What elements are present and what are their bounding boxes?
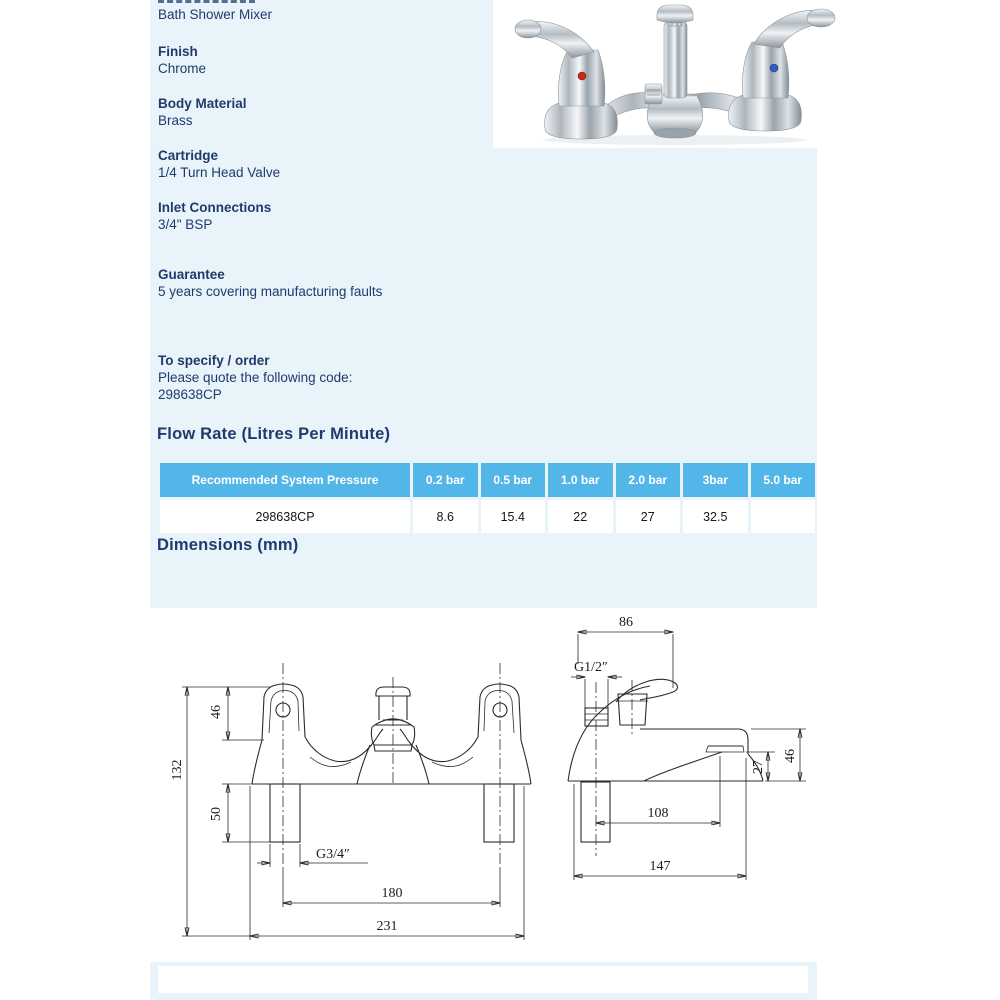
diverter-pull [645,84,662,104]
order-instruction: Please quote the following code: [158,370,353,385]
table-header-cell: 0.2 bar [413,463,478,497]
table-header-cell: 1.0 bar [548,463,613,497]
table-header-row [160,463,815,497]
spec-value: Brass [158,113,193,128]
flow-rate-table [157,460,818,536]
table-cell: 15.4 [481,500,546,533]
spec-inlet-connections [158,199,493,233]
spec-label: Body Material [158,96,247,111]
dim-46-top: 46 [209,705,224,719]
order-code: 298638CP [158,387,222,402]
table-cell: 22 [548,500,613,533]
table-cell: 32.5 [683,500,748,533]
spec-value: Chrome [158,61,207,76]
dim-231: 231 [376,919,398,934]
dim-g34: G3/4″ [316,847,350,862]
dim-46-side: 46 [783,749,798,763]
dim-147: 147 [649,859,671,874]
footer-inner-box [158,966,808,993]
footer-strip [150,962,817,1000]
order-label: To specify / order [158,353,270,368]
spec-guarantee [158,266,493,300]
table-header-cell: 2.0 bar [616,463,681,497]
diverter-knob [664,22,687,98]
table-cell-empty [751,500,816,533]
flow-rate-heading: Flow Rate (Litres Per Minute) [157,425,391,443]
table-cell: 27 [616,500,681,533]
spec-cartridge [158,147,493,181]
table-header-cell: 0.5 bar [481,463,546,497]
order-block [158,352,493,403]
spec-label: Guarantee [158,267,225,282]
dim-108: 108 [647,806,669,821]
spec-finish [158,43,493,77]
product-title: Bath Shower Mixer [158,7,273,22]
hot-indicator-dot [578,72,586,80]
spec-label: Inlet Connections [158,200,272,215]
dim-50: 50 [209,807,224,821]
table-header-cell: 3bar [683,463,748,497]
product-photo [497,0,849,150]
dim-g12: G1/2″ [574,660,608,675]
spec-list [158,6,493,403]
table-row [160,500,815,533]
dim-132: 132 [170,759,185,781]
cropped-text-remnant [158,0,255,3]
table-cell-code: 298638CP [160,500,410,533]
spec-label: Finish [158,44,198,59]
table-header-cell: 5.0 bar [751,463,816,497]
table-cell: 8.6 [413,500,478,533]
spec-body-material [158,95,493,129]
side-view-drawing [560,604,860,894]
dim-27: 27 [751,760,766,774]
table-header-cell: Recommended System Pressure [160,463,410,497]
dim-86: 86 [619,615,633,630]
front-view-drawing [170,645,560,953]
dim-180: 180 [381,886,403,901]
spec-value: 1/4 Turn Head Valve [158,165,281,180]
spec-value: 5 years covering manufacturing faults [158,284,383,299]
spec-value: 3/4" BSP [158,217,213,232]
cold-indicator-dot [770,64,778,72]
spec-label: Cartridge [158,148,219,163]
dimensions-heading: Dimensions (mm) [157,536,299,554]
cold-body [742,42,788,98]
